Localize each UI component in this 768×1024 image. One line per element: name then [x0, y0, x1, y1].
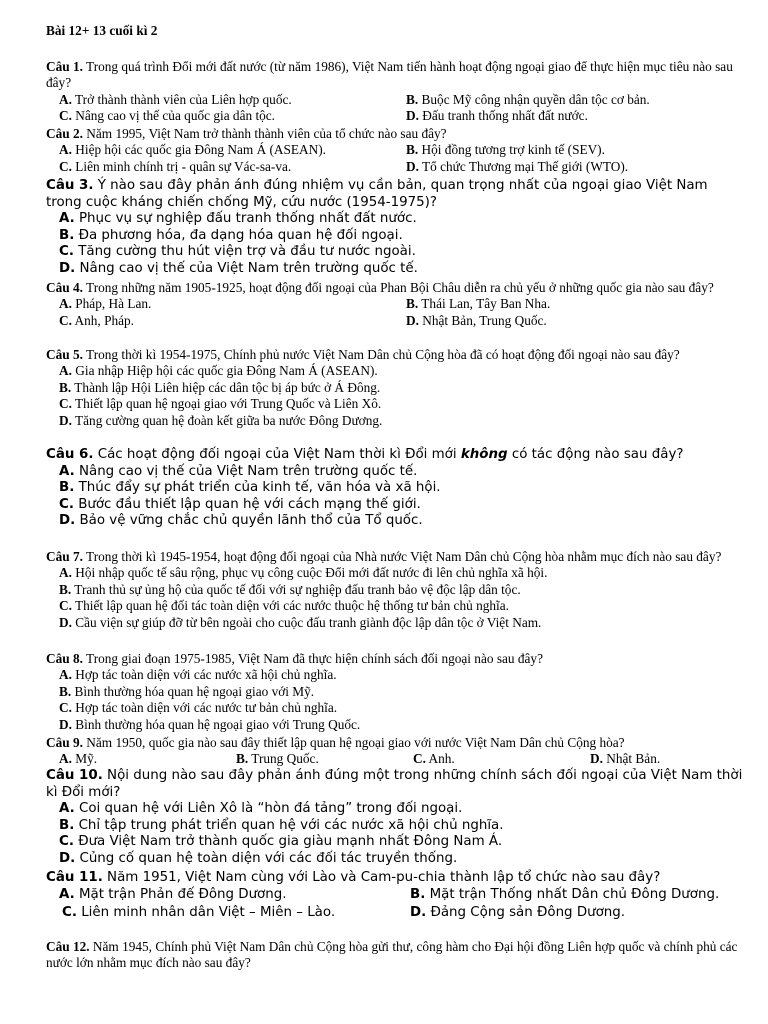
option-b: B. Thúc đẩy sự phát triển của kinh tế, văn hóa và xã hội. [59, 480, 441, 496]
option-a: A. Nâng cao vị thế của Việt Nam trên trường quốc tế. [59, 463, 418, 479]
option-a: A. Trở thành thành viên của Liên hợp quốc. [59, 91, 292, 107]
option-b: B. Chỉ tập trung phát triển quan hệ với các nước xã hội chủ nghĩa. [59, 817, 504, 833]
option-c: C. Anh, Pháp. [59, 312, 134, 328]
option-c: C. Đưa Việt Nam trở thành quốc gia giàu mạnh nhất Đông Nam Á. [59, 834, 503, 850]
option-d: D. Đảng Cộng sản Đông Dương. [410, 905, 626, 921]
option-d: D. Nhật Bản. [590, 751, 661, 767]
option-d: D. Tăng cường quan hệ đoàn kết giữa ba nước Đông Dương. [59, 412, 383, 428]
option-b: B. Thái Lan, Tây Ban Nha. [406, 296, 551, 312]
question-4 [46, 280, 746, 329]
option-d: D. Nhật Bản, Trung Quốc. [406, 312, 547, 328]
option-b: B. Bình thường hóa quan hệ ngoại giao với Mỹ. [59, 683, 315, 699]
question-2 [46, 126, 746, 175]
option-c: C. Hợp tác toàn diện với các nước tư bản chủ nghĩa. [59, 700, 338, 716]
question-3 [46, 178, 746, 278]
option-d: D. Bình thường hóa quan hệ ngoại giao với Trung Quốc. [59, 716, 361, 732]
option-b: B. Mặt trận Thống nhất Dân chủ Đông Dương. [410, 886, 720, 902]
question-5 [46, 347, 746, 429]
question-9 [46, 735, 746, 768]
option-d: D. Tổ chức Thương mại Thế giới (WTO). [406, 158, 629, 174]
option-d: D. Củng cố quan hệ toàn diện với các đối tác truyền thống. [59, 850, 458, 866]
option-b: B. Thành lập Hội Liên hiệp các dân tộc bị áp bức ở Á Đông. [59, 379, 381, 395]
question-stem: Câu 7. Trong thời kì 1945-1954, hoạt động đối ngoại của Nhà nước Việt Nam Dân chủ Cộng hòa nhằm mục đích nào sau đây? [46, 549, 722, 564]
question-stem: Câu 2. Năm 1995, Việt Nam trở thành thành viên của tổ chức nào sau đây? [46, 126, 447, 141]
option-c: C. Liên minh chính trị - quân sự Vác-sa-va. [59, 158, 292, 174]
question-stem: Câu 4. Trong những năm 1905-1925, hoạt động đối ngoại của Phan Bội Châu diễn ra chủ yếu ở những quốc gia nào sau đây? [46, 280, 714, 295]
question-8 [46, 651, 746, 733]
option-c: C. Anh. [413, 751, 455, 767]
option-d: D. Cầu viện sự giúp đỡ từ bên ngoài cho cuộc đấu tranh giành độc lập dân tộc ở Việt Nam. [59, 614, 542, 630]
option-c: C. Tăng cường thu hút viện trợ và đầu tư nước ngoài. [59, 244, 416, 260]
question-stem: Câu 1. Trong quá trình Đổi mới đất nước (từ năm 1986), Việt Nam tiến hành hoạt động ngoại giao để thực hiện mục tiêu nào sau đây? [46, 59, 733, 91]
option-a: A. Mỹ. [59, 751, 98, 767]
question-stem: Câu 10. Nội dung nào sau đây phản ánh đúng một trong những chính sách đối ngoại của Việt Nam thời kì Đổi mới? [46, 768, 743, 800]
question-11 [46, 870, 746, 922]
option-a: A. Mặt trận Phản đế Đông Dương. [59, 886, 287, 902]
question-stem: Câu 6. Các hoạt động đối ngoại của Việt Nam thời kì Đổi mới không có tác động nào sau đây? [46, 447, 684, 462]
option-c: C. Thiết lập quan hệ đối tác toàn diện với các nước thuộc hệ thống tư bản chủ nghĩa. [59, 598, 509, 614]
option-a: A. Gia nhập Hiệp hội các quốc gia Đông Nam Á (ASEAN). [59, 363, 378, 379]
question-stem: Câu 11. Năm 1951, Việt Nam cùng với Lào và Cam-pu-chia thành lập tổ chức nào sau đây? [46, 870, 661, 885]
option-b: B. Tranh thủ sự ủng hộ của quốc tế đối với sự nghiệp đấu tranh bảo vệ độc lập dân tộc. [59, 581, 521, 597]
question-12 [46, 939, 746, 972]
option-d: D. Đấu tranh thống nhất đất nước. [406, 108, 588, 124]
option-a: A. Pháp, Hà Lan. [59, 296, 152, 312]
question-stem: Câu 5. Trong thời kì 1954-1975, Chính phủ nước Việt Nam Dân chủ Cộng hòa đã có hoạt động đối ngoại nào sau đây? [46, 347, 680, 362]
option-a: A. Hợp tác toàn diện với các nước xã hội chủ nghĩa. [59, 667, 337, 683]
option-b: B. Đa phương hóa, đa dạng hóa quan hệ đối ngoại. [59, 227, 403, 243]
question-stem: Câu 12. Năm 1945, Chính phủ Việt Nam Dân chủ Cộng hòa gửi thư, công hàm cho Đại hội đồng Liên hợp quốc và chính phủ các nước lớn nhằm mục đích nào sau đây? [46, 939, 738, 971]
option-b: B. Buộc Mỹ công nhận quyền dân tộc cơ bản. [406, 91, 650, 107]
question-stem: Câu 9. Năm 1950, quốc gia nào sau đây thiết lập quan hệ ngoại giao với nước Việt Nam Dân chủ Cộng hòa? [46, 735, 625, 750]
question-6 [46, 447, 746, 530]
option-a: A. Coi quan hệ với Liên Xô là “hòn đá tảng” trong đối ngoại. [59, 801, 463, 817]
option-b: B. Trung Quốc. [236, 751, 319, 767]
option-b: B. Hội đồng tương trợ kinh tế (SEV). [406, 142, 605, 158]
option-d: D. Bảo vệ vững chắc chủ quyền lãnh thổ của Tổ quốc. [59, 513, 423, 529]
question-stem: Câu 3. Ý nào sau đây phản ánh đúng nhiệm vụ cần bản, quan trọng nhất của ngoại giao Việt Nam trong cuộc kháng chiến chống Mỹ, cứu nước (1954-1975)? [46, 178, 708, 210]
document-title: Bài 12+ 13 cuối kì 2 [46, 23, 158, 38]
option-c: C. Thiết lập quan hệ ngoại giao với Trung Quốc và Liên Xô. [59, 396, 382, 412]
option-a: A. Phục vụ sự nghiệp đấu tranh thống nhất đất nước. [59, 211, 417, 227]
question-10 [46, 768, 746, 868]
option-d: D. Nâng cao vị thế của Việt Nam trên trường quốc tế. [59, 260, 418, 276]
question-1 [46, 59, 746, 125]
option-c: C. Liên minh nhân dân Việt – Miên – Lào. [62, 905, 336, 921]
option-a: A. Hiệp hội các quốc gia Đông Nam Á (ASEAN). [59, 142, 326, 158]
question-stem: Câu 8. Trong giai đoạn 1975-1985, Việt Nam đã thực hiện chính sách đối ngoại nào sau đây? [46, 651, 543, 666]
option-a: A. Hội nhập quốc tế sâu rộng, phục vụ công cuộc Đổi mới đất nước đi lên chủ nghĩa xã hội. [59, 565, 548, 581]
option-c: C. Bước đầu thiết lập quan hệ với cách mạng thế giới. [59, 496, 421, 512]
question-7 [46, 549, 746, 631]
option-c: C. Nâng cao vị thế của quốc gia dân tộc. [59, 108, 276, 124]
